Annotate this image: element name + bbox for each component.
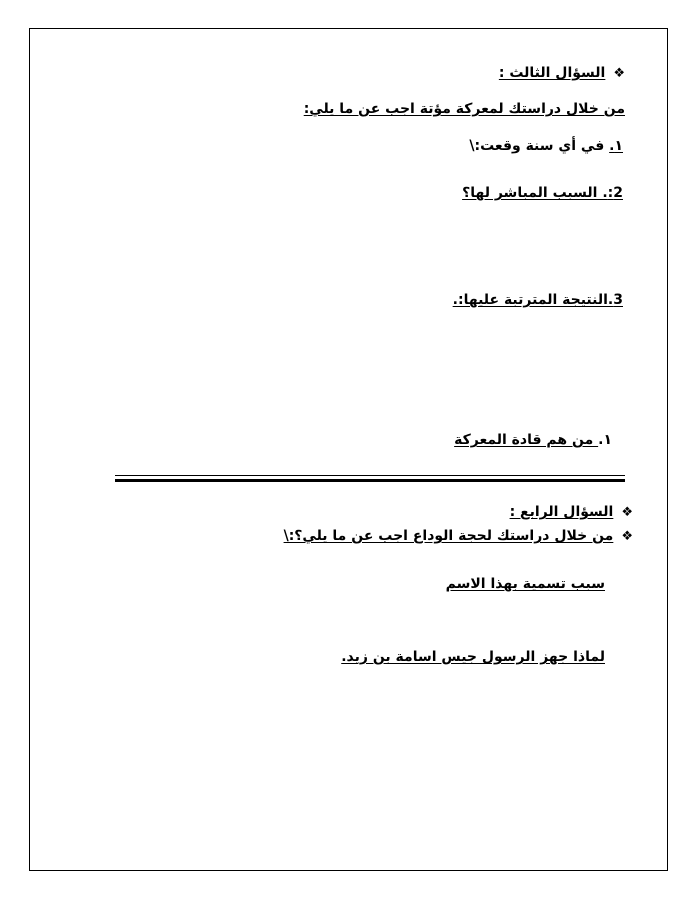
q3-item-3-text: .النتيجة المترتبة عليها:. xyxy=(452,292,614,308)
q3-item-4-num: ١. xyxy=(598,432,612,448)
q3-item-1-num: ١. xyxy=(609,138,623,154)
q3-item-2 xyxy=(462,184,623,202)
q4-item-1: سبب تسمية بهذا الاسم xyxy=(445,576,605,592)
q3-item-3-num: 3 xyxy=(613,292,623,308)
q3-item-3 xyxy=(453,291,623,309)
q4-intro: من خلال دراستك لحجة الوداع اجب عن ما يلي؟:\ xyxy=(283,528,614,544)
diamond-bullet-icon: ❖ xyxy=(621,505,633,520)
diamond-bullet-icon: ❖ xyxy=(621,529,633,544)
q3-item-2-text: . السبب المباشر لها؟ xyxy=(462,185,608,201)
q3-item-1 xyxy=(469,137,623,155)
separator-thin-line xyxy=(115,475,625,476)
q3-item-2-num: 2: xyxy=(607,185,623,201)
q3-item-4 xyxy=(454,431,612,449)
separator-thick-line xyxy=(115,479,625,482)
q3-intro: من خلال دراستك لمعركة مؤتة اجب عن ما يلي: xyxy=(303,101,625,117)
q3-title: السؤال الثالث : xyxy=(498,65,606,81)
q3-item-1-text: في أي سنة وقعت:\ xyxy=(469,138,610,154)
diamond-bullet-icon: ❖ xyxy=(613,66,625,81)
q4-heading xyxy=(510,503,633,522)
q4-item-2: لماذا جهز الرسول جيس اسامة بن زيد. xyxy=(341,649,605,665)
q3-heading xyxy=(499,64,625,83)
q4-intro-line xyxy=(284,527,633,546)
q4-title: السؤال الرابع : xyxy=(509,504,614,520)
q3-item-4-text: من هم قادة المعركة xyxy=(454,432,599,448)
